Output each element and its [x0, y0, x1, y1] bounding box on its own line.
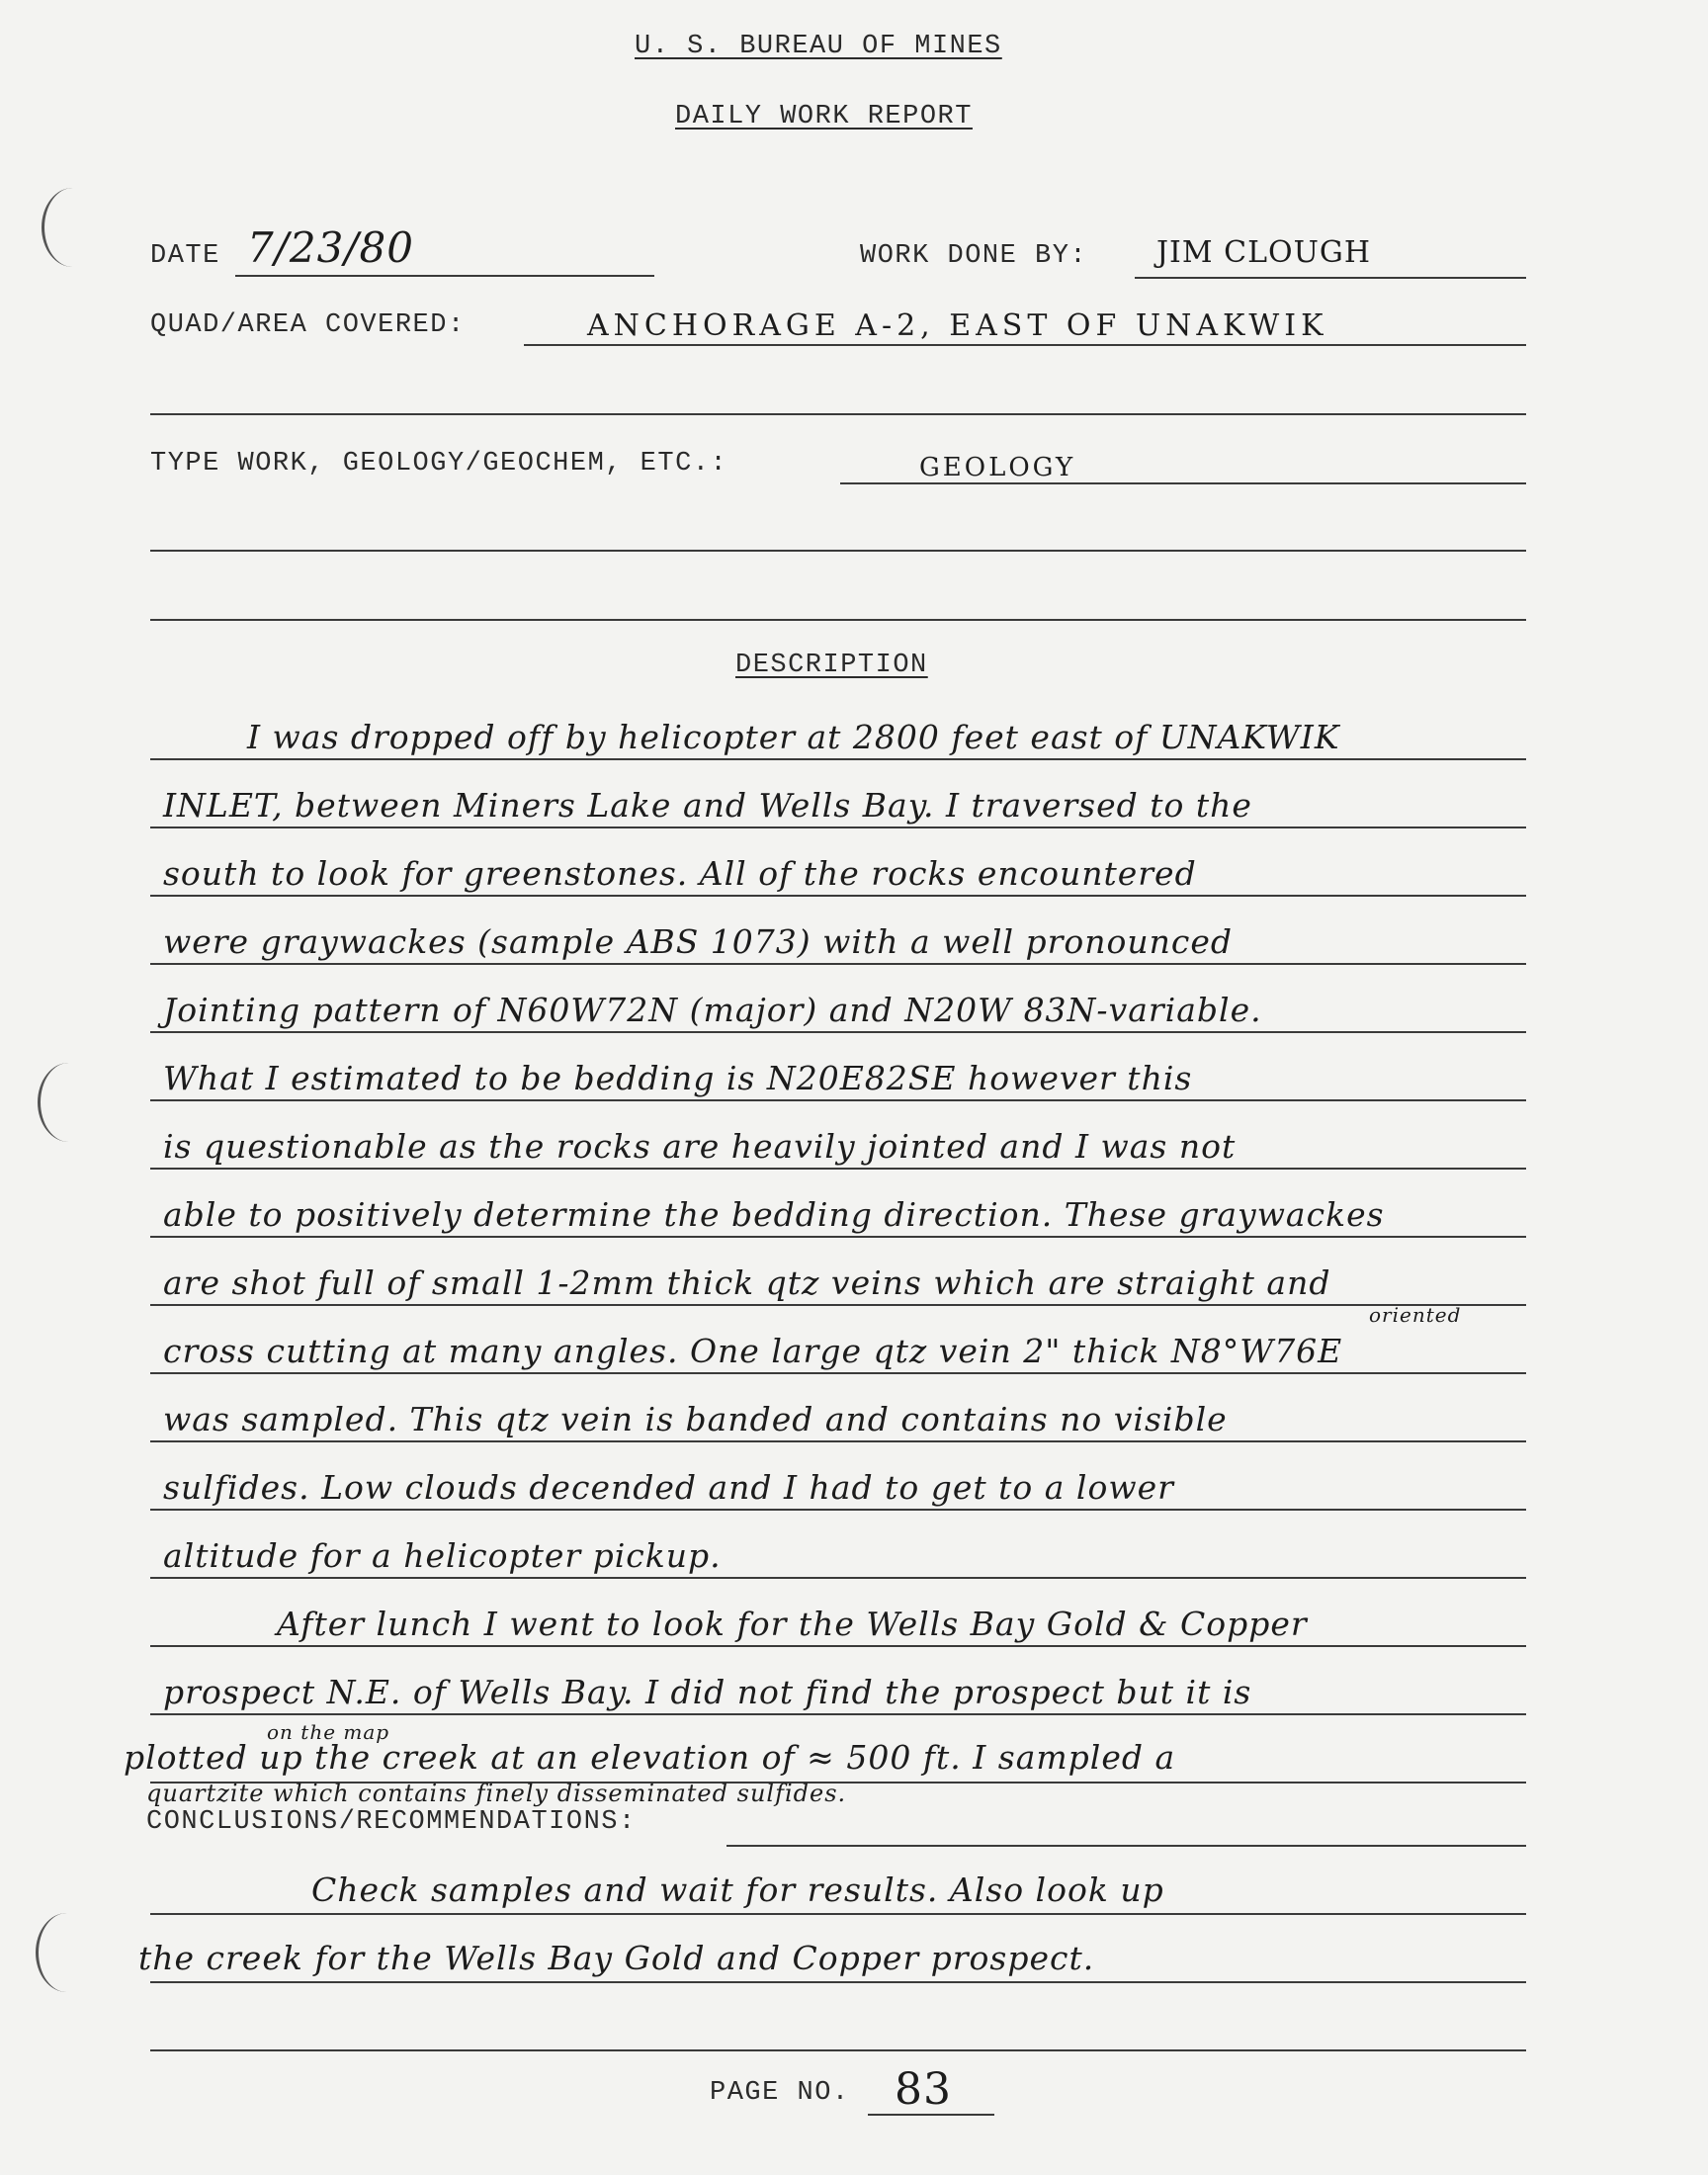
description-line: [150, 895, 1526, 897]
description-line: [150, 1372, 1526, 1374]
description-heading: DESCRIPTION: [735, 651, 928, 680]
description-text-line: able to positively determine the bedding direction. These graywackes: [163, 1195, 1385, 1234]
date-line: [235, 275, 654, 277]
conclusions-text-line: Check samples and wait for results. Also look up: [311, 1870, 1164, 1909]
description-insert-on-the-map: on the map: [267, 1720, 390, 1744]
page-number-value: 83: [895, 2064, 952, 2115]
description-text-line: prospect N.E. of Wells Bay. I did not find the prospect but it is: [163, 1673, 1252, 1711]
description-text-line: was sampled. This qtz vein is banded and contains no visible: [163, 1400, 1228, 1438]
description-insert-oriented: oriented: [1369, 1303, 1462, 1327]
work-done-by-line: [1135, 277, 1526, 279]
blank-line-3: [150, 619, 1526, 621]
date-value: 7/23/80: [247, 223, 414, 272]
punch-hole-top: [42, 188, 104, 267]
report-title: DAILY WORK REPORT: [675, 102, 973, 131]
description-text-line: sulfides. Low clouds decended and I had to get to a lower: [163, 1468, 1174, 1507]
conclusions-line: [150, 2049, 1526, 2051]
description-line: [150, 1099, 1526, 1101]
description-insert-quartzite: quartzite which contains finely disseminated sulfides.: [146, 1780, 847, 1807]
work-done-by-label: WORK DONE BY:: [860, 241, 1088, 271]
description-text-line: is questionable as the rocks are heavily jointed and I was not: [163, 1127, 1237, 1166]
description-text-line: What I estimated to be bedding is N20E82SE however this: [163, 1059, 1193, 1097]
description-line: [150, 1440, 1526, 1442]
description-line: [150, 963, 1526, 965]
conclusions-line: [150, 1913, 1526, 1915]
punch-hole-bottom: [36, 1913, 98, 1992]
conclusions-line: [150, 1981, 1526, 1983]
conclusions-text-line: the creek for the Wells Bay Gold and Copper prospect.: [138, 1939, 1095, 1977]
page-number-label: PAGE NO.: [710, 2078, 850, 2108]
description-text-line: south to look for greenstones. All of the rocks encountered: [163, 854, 1197, 893]
type-work-value: GEOLOGY: [919, 453, 1076, 482]
description-text-line: INLET, between Miners Lake and Wells Bay. I traversed to the: [163, 786, 1252, 825]
description-text-line: After lunch I went to look for the Wells Bay Gold & Copper: [277, 1605, 1308, 1643]
description-text-line: I was dropped off by helicopter at 2800 feet east of UNAKWIK: [247, 718, 1340, 756]
type-work-line: [840, 482, 1526, 484]
description-line: [150, 826, 1526, 828]
description-text-line: plotted up the creek at an elevation of ≈ 500 ft. I sampled a: [124, 1738, 1176, 1777]
blank-line-1: [150, 413, 1526, 415]
punch-hole-middle: [38, 1063, 100, 1142]
description-line: [150, 1645, 1526, 1647]
description-text-line: altitude for a helicopter pickup.: [163, 1536, 722, 1575]
description-line: [150, 1713, 1526, 1715]
conclusions-line: [726, 1845, 1526, 1847]
description-line: [150, 1509, 1526, 1511]
description-line: [150, 1236, 1526, 1238]
description-line: [150, 1304, 1526, 1306]
description-text-line: Jointing pattern of N60W72N (major) and N20W 83N-variable.: [163, 991, 1262, 1029]
description-line: [150, 758, 1526, 760]
quad-value: ANCHORAGE A-2, EAST OF UNAKWIK: [587, 308, 1328, 343]
agency-title: U. S. BUREAU OF MINES: [635, 32, 1002, 61]
quad-line: [524, 344, 1526, 346]
description-line: [150, 1577, 1526, 1579]
date-label: DATE: [150, 241, 220, 271]
description-text-line: were graywackes (sample ABS 1073) with a well pronounced: [163, 922, 1234, 961]
description-text-line: cross cutting at many angles. One large qtz vein 2" thick N8°W76E: [163, 1332, 1343, 1370]
type-work-label: TYPE WORK, GEOLOGY/GEOCHEM, ETC.:: [150, 449, 728, 478]
blank-line-2: [150, 550, 1526, 552]
description-line: [150, 1168, 1526, 1170]
description-text-line: are shot full of small 1-2mm thick qtz veins which are straight and: [163, 1263, 1331, 1302]
conclusions-label: CONCLUSIONS/RECOMMENDATIONS:: [146, 1807, 637, 1837]
quad-label: QUAD/AREA COVERED:: [150, 310, 466, 340]
description-line: [150, 1031, 1526, 1033]
work-done-by-value: JIM CLOUGH: [1156, 235, 1372, 270]
